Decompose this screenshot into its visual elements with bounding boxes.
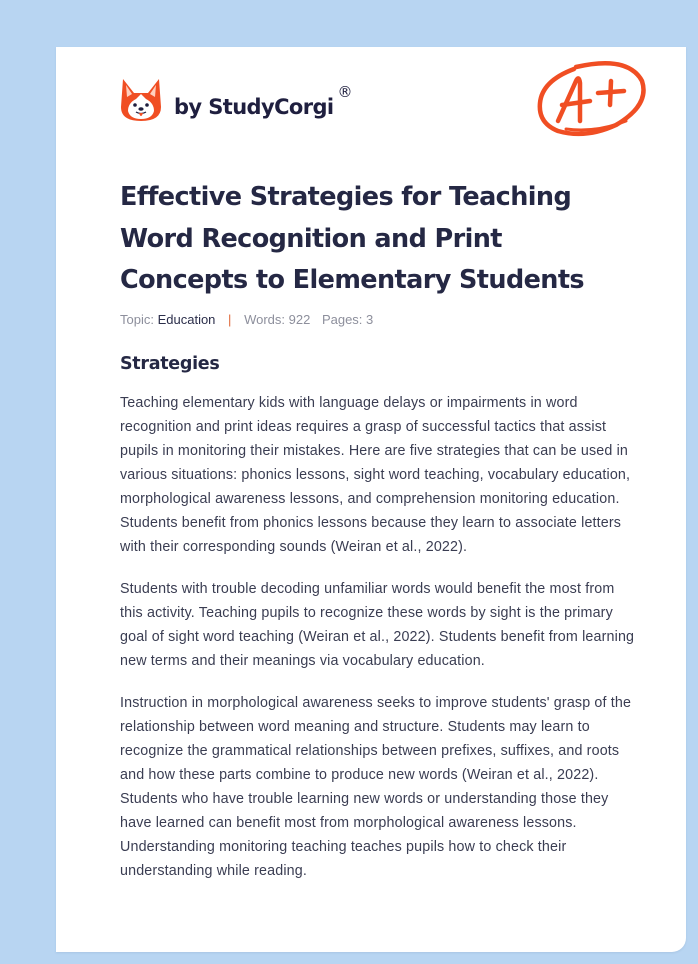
essay-body bbox=[120, 391, 638, 901]
meta-separator: | bbox=[228, 312, 232, 327]
section-heading: Strategies bbox=[120, 354, 220, 374]
header bbox=[120, 75, 648, 165]
corgi-logo-icon bbox=[120, 77, 162, 123]
essay-title: Effective Strategies for Teaching Word Recognition and Print Concepts to Elementary Students bbox=[120, 182, 585, 295]
topic-label: Topic: bbox=[120, 312, 154, 327]
a-plus-grade-icon bbox=[536, 59, 648, 139]
registered-mark: ® bbox=[337, 83, 353, 101]
essay-card bbox=[56, 47, 686, 952]
essay-meta bbox=[120, 312, 373, 327]
paragraph: Instruction in morphological awareness seeks to improve students' grasp of the relationship between word meaning and structure. Students may learn to recognize the grammatical relationships between prefixes, suffixes, and roots and how these parts combine to produce new words (Weiran et al., 2022). Students who have trouble learning new words or understanding those they have learned can benefit most from morphological awareness lessons. Understanding monitoring teaching teaches pupils how to check their understanding while reading. bbox=[120, 695, 632, 879]
studycorgi-logo[interactable] bbox=[120, 75, 353, 125]
word-count: Words: 922 bbox=[244, 312, 311, 327]
topic-link[interactable]: Education bbox=[157, 312, 216, 327]
logo-text: by StudyCorgi bbox=[174, 95, 334, 119]
paragraph: Students with trouble decoding unfamiliar words would benefit the most from this activity. Teaching pupils to recognize these words by sight is the primary goal of sight word teaching (Weiran et al., 2022). Students benefit from learning new terms and their meanings via vocabulary education. bbox=[120, 581, 635, 669]
page-count: Pages: 3 bbox=[321, 312, 374, 327]
paragraph: Teaching elementary kids with language delays or impairments in word recognition and print ideas requires a grasp of successful tactics that assist pupils in monitoring their mistakes. Here are five strategies that can be used in various situations: phonics lessons, sight word teaching, vocabulary education, morphological awareness lessons, and comprehension monitoring education. Students benefit from phonics lessons because they learn to associate letters with their corresponding sounds (Weiran et al., 2022). bbox=[120, 395, 631, 555]
